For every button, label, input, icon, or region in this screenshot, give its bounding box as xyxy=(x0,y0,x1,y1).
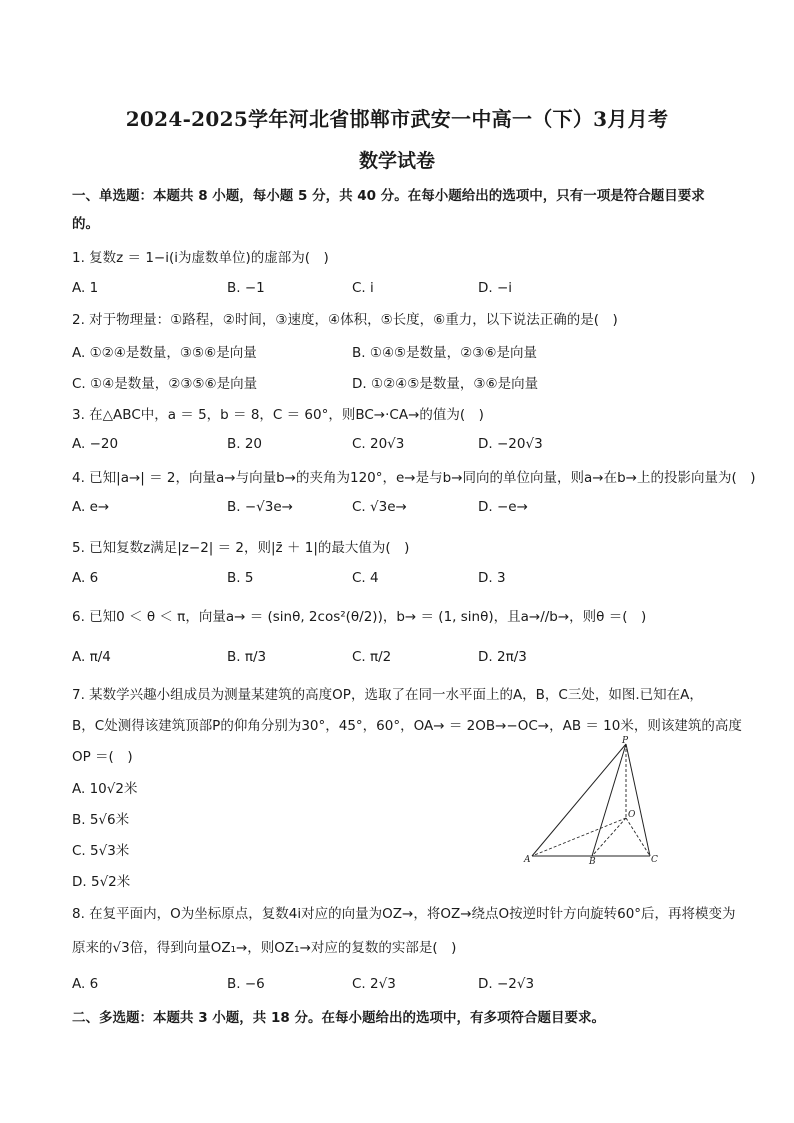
question-7-option-c: C. 5√3米 xyxy=(72,843,130,859)
edge-pb xyxy=(592,744,626,856)
question-3-options xyxy=(72,436,722,456)
question-4-options xyxy=(72,499,722,519)
option-a: A. 6 xyxy=(72,976,99,992)
question-8-stem-line2: 原来的√3倍，得到向量OZ₁→，则OZ₁→对应的复数的实部是( ) xyxy=(72,940,457,956)
geometry-figure xyxy=(518,736,668,866)
option-d: D. −2√3 xyxy=(478,976,535,992)
option-d: D. −20√3 xyxy=(478,436,543,452)
question-4-stem: 4. 已知|a→| ＝ 2，向量a→与向量b→的夹角为120°，e→是与b→同向的单位向量，则a→在b→上的投影向量为( ) xyxy=(72,470,756,486)
question-7-option-d: D. 5√2米 xyxy=(72,874,131,890)
option-a: A. π/4 xyxy=(72,649,111,665)
label-a: A xyxy=(524,855,531,865)
option-c: C. √3e→ xyxy=(352,499,407,515)
section2-instructions: 二、多选题：本题共 3 小题，共 18 分。在每小题给出的选项中，有多项符合题目要求。 xyxy=(72,1010,605,1026)
option-c: C. 20√3 xyxy=(352,436,405,452)
question-7-stem-line1: 7. 某数学兴趣小组成员为测量某建筑的高度OP，选取了在同一水平面上的A，B，C三处，如图.已知在A， xyxy=(72,687,703,703)
question-8-options xyxy=(72,976,722,996)
question-6-stem: 6. 已知0 ＜ θ ＜ π，向量a→ ＝ (sinθ, 2cos²(θ/2))，b→ ＝ (1, sinθ)，且a→//b→，则θ ＝( ) xyxy=(72,609,647,625)
exam-subtitle: 数学试卷 xyxy=(358,150,435,172)
option-b: B. ①④⑤是数量，②③⑥是向量 xyxy=(352,345,537,361)
option-c: C. ①④是数量，②③⑤⑥是向量 xyxy=(72,376,258,392)
edge-pa xyxy=(532,744,626,856)
option-b: B. −√3e→ xyxy=(227,499,293,515)
question-5-options xyxy=(72,570,722,590)
label-o: O xyxy=(628,810,636,820)
section1-instructions: 一、单选题：本题共 8 小题，每小题 5 分，共 40 分。在每小题给出的选项中，只有一项是符合题目要求 xyxy=(72,188,705,204)
option-b: B. π/3 xyxy=(227,649,267,665)
option-a: A. 6 xyxy=(72,570,99,586)
option-d: D. −i xyxy=(478,280,513,296)
option-c: C. i xyxy=(352,280,374,296)
option-a: A. −20 xyxy=(72,436,119,452)
edge-pc xyxy=(626,744,650,856)
question-5-stem: 5. 已知复数z满足|z−2| ＝ 2，则|z̄ ＋ 1|的最大值为( ) xyxy=(72,540,410,556)
option-c: C. 2√3 xyxy=(352,976,396,992)
question-3-stem: 3. 在△ABC中，a ＝ 5，b ＝ 8，C ＝ 60°，则BC→·CA→的值为( ) xyxy=(72,407,484,423)
option-b: B. −6 xyxy=(227,976,265,992)
option-a: A. 1 xyxy=(72,280,99,296)
option-a: A. e→ xyxy=(72,499,110,515)
option-d: D. 2π/3 xyxy=(478,649,527,665)
edge-oa xyxy=(532,818,626,856)
label-b: B xyxy=(589,857,596,866)
option-b: B. 5 xyxy=(227,570,254,586)
option-b: B. 20 xyxy=(227,436,263,452)
question-2-options-row1 xyxy=(72,341,722,361)
option-c: C. 4 xyxy=(352,570,379,586)
edge-ob xyxy=(592,818,626,856)
question-7-option-a: A. 10√2米 xyxy=(72,781,138,797)
question-7-option-b: B. 5√6米 xyxy=(72,812,130,828)
section1-instructions-cont: 的。 xyxy=(72,216,99,232)
question-7-stem-line2: B，C处测得该建筑顶部P的仰角分别为30°，45°，60°，OA→ ＝ 2OB→−OC→，AB ＝ 10米，则该建筑的高度 xyxy=(72,718,742,734)
option-d: D. 3 xyxy=(478,570,506,586)
option-a: A. ①②④是数量，③⑤⑥是向量 xyxy=(72,345,257,361)
question-8-stem-line1: 8. 在复平面内，O为坐标原点，复数4i对应的向量为OZ→，将OZ→绕点O按逆时针方向旋转60°后，再将模变为 xyxy=(72,906,736,922)
question-2-options-row2 xyxy=(72,372,722,392)
question-7-stem-line3: OP ＝( ) xyxy=(72,749,133,765)
exam-title: 2024-2025学年河北省邯郸市武安一中高一（下）3月月考 xyxy=(125,107,669,131)
option-c: C. π/2 xyxy=(352,649,392,665)
question-6-options xyxy=(72,649,722,669)
option-d: D. −e→ xyxy=(478,499,528,515)
option-b: B. −1 xyxy=(227,280,265,296)
question-1-stem: 1. 复数z ＝ 1−i(i为虚数单位)的虚部为( ) xyxy=(72,250,329,266)
option-d: D. ①②④⑤是数量，③⑥是向量 xyxy=(352,376,539,392)
label-c: C xyxy=(651,855,658,865)
label-p: P xyxy=(622,736,629,746)
question-2-stem: 2. 对于物理量：①路程，②时间，③速度，④体积，⑤长度，⑥重力，以下说法正确的是( ) xyxy=(72,312,618,328)
question-1-options xyxy=(72,280,722,300)
